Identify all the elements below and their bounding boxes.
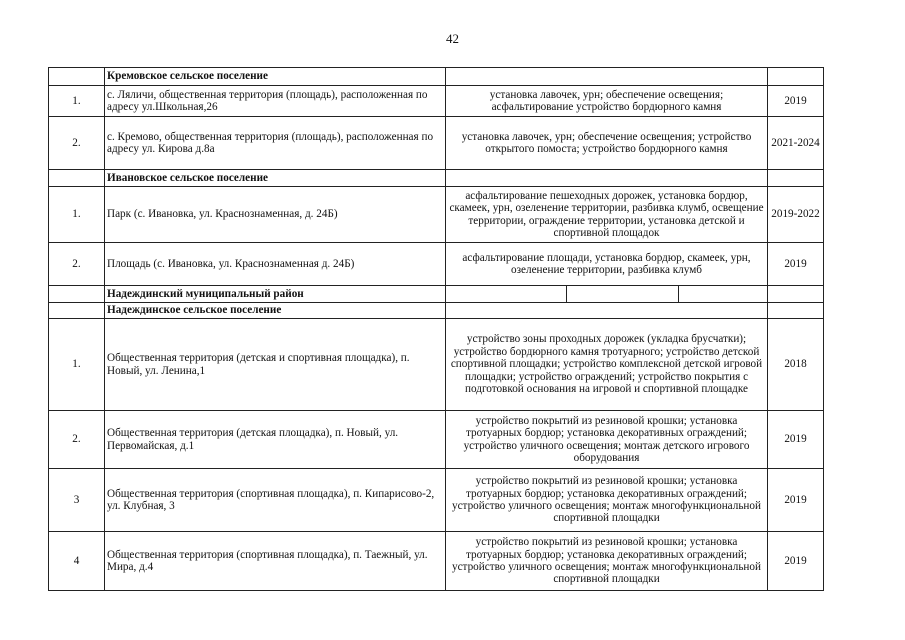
section-works-cell — [446, 286, 768, 303]
section-year-cell — [768, 170, 824, 187]
table-row — [49, 117, 824, 170]
territory-name: Площадь (с. Ивановка, ул. Краснознаменная д. 24Б) — [105, 243, 446, 286]
section-works-cell — [446, 303, 768, 319]
row-number: 1. — [49, 319, 105, 411]
page-number: 42 — [446, 31, 459, 46]
row-number: 2. — [49, 243, 105, 286]
table-row — [49, 532, 824, 591]
row-number: 2. — [49, 411, 105, 469]
work-description: установка лавочек, урн; обеспечение освещения; устройство открытого помоста; устройство бордюрного камня — [446, 117, 768, 170]
implementation-year: 2019 — [768, 86, 824, 117]
cell-divider — [566, 286, 567, 302]
territory-name: Общественная территория (спортивная площадка), п. Кипарисово-2, ул. Клубная, 3 — [105, 469, 446, 532]
section-row — [49, 68, 824, 86]
section-year-cell — [768, 286, 824, 303]
table-row — [49, 319, 824, 411]
implementation-year: 2021-2024 — [768, 117, 824, 170]
table-row — [49, 243, 824, 286]
table-row — [49, 411, 824, 469]
section-year-cell — [768, 303, 824, 319]
work-description: асфальтирование пешеходных дорожек, установка бордюр, скамеек, урн, озеленение территории, разбивка клумб, освещение территории, ограждение территории, установка детской и спортивной площадок — [446, 187, 768, 243]
section-title: Кремовское сельское поселение — [105, 68, 446, 86]
work-description: устройство покрытий из резиновой крошки; установка тротуарных бордюр; установка декоративных ограждений; устройство уличного освещения; монтаж многофункциональной спортивной площадки — [446, 469, 768, 532]
section-row — [49, 303, 824, 319]
section-year-cell — [768, 68, 824, 86]
section-row — [49, 286, 824, 303]
section-title: Надеждинский муниципальный район — [105, 286, 446, 303]
section-works-cell — [446, 170, 768, 187]
section-num-cell — [49, 286, 105, 303]
section-num-cell — [49, 170, 105, 187]
row-number: 2. — [49, 117, 105, 170]
work-description: установка лавочек, урн; обеспечение освещения; асфальтирование устройство бордюрного камня — [446, 86, 768, 117]
table-row — [49, 86, 824, 117]
work-description: асфальтирование площади, установка бордюр, скамеек, урн, озеленение территории, разбивка клумб — [446, 243, 768, 286]
territory-name: Парк (с. Ивановка, ул. Краснознаменная, д. 24Б) — [105, 187, 446, 243]
section-num-cell — [49, 68, 105, 86]
row-number: 1. — [49, 86, 105, 117]
section-works-cell — [446, 68, 768, 86]
work-description: устройство покрытий из резиновой крошки; установка тротуарных бордюр; установка декоративных ограждений; устройство уличного освещения; монтаж многофункциональной спортивной площадки — [446, 532, 768, 591]
table-row — [49, 187, 824, 243]
section-num-cell — [49, 303, 105, 319]
implementation-year: 2018 — [768, 319, 824, 411]
implementation-year: 2019 — [768, 243, 824, 286]
cell-divider — [678, 286, 679, 302]
row-number: 1. — [49, 187, 105, 243]
row-number: 3 — [49, 469, 105, 532]
section-title: Ивановское сельское поселение — [105, 170, 446, 187]
section-title: Надеждинское сельское поселение — [105, 303, 446, 319]
implementation-year: 2019 — [768, 532, 824, 591]
table-body — [49, 68, 824, 591]
row-number: 4 — [49, 532, 105, 591]
table-row — [49, 469, 824, 532]
territory-name: с. Кремово, общественная территория (площадь), расположенная по адресу ул. Кирова д.8а — [105, 117, 446, 170]
territory-name: с. Ляличи, общественная территория (площадь), расположенная по адресу ул.Школьная,26 — [105, 86, 446, 117]
implementation-year: 2019 — [768, 469, 824, 532]
implementation-year: 2019 — [768, 411, 824, 469]
territory-name: Общественная территория (детская и спортивная площадка), п. Новый, ул. Ленина,1 — [105, 319, 446, 411]
work-description: устройство покрытий из резиновой крошки; установка тротуарных бордюр; установка декоративных ограждений; устройство уличного освещения; монтаж детского игрового оборудования — [446, 411, 768, 469]
territory-name: Общественная территория (спортивная площадка), п. Таежный, ул. Мира, д.4 — [105, 532, 446, 591]
improvement-table — [48, 67, 824, 591]
territory-name: Общественная территория (детская площадка), п. Новый, ул. Первомайская, д.1 — [105, 411, 446, 469]
section-row — [49, 170, 824, 187]
work-description: устройство зоны проходных дорожек (укладка брусчатки); устройство бордюрного камня тротуарного; устройство детской спортивной площадки; устройство комплексной детской игровой площадки; устройство ограждений; устройство покрытия с подготовкой основания на игровой и спортивной площадке — [446, 319, 768, 411]
implementation-year: 2019-2022 — [768, 187, 824, 243]
